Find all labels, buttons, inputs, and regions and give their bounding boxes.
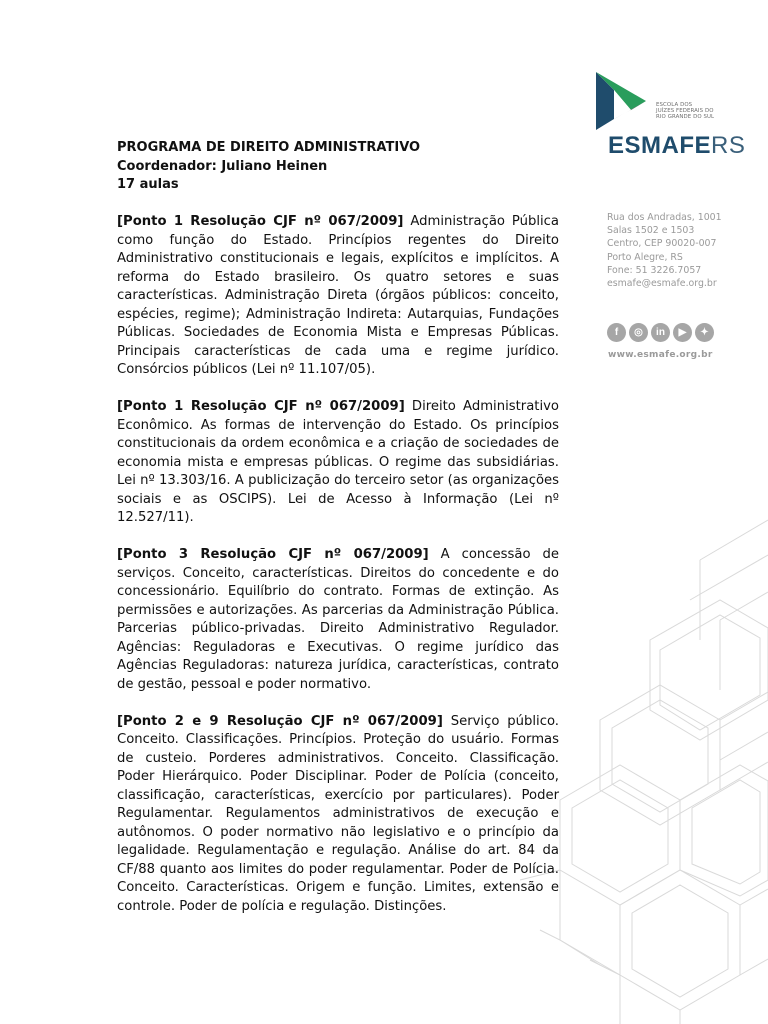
youtube-icon[interactable]: ▶ <box>673 323 692 342</box>
syllabus-item <box>117 398 559 528</box>
phone-line: Fone: 51 3226.7057 <box>607 264 702 276</box>
linkedin-icon[interactable]: in <box>651 323 670 342</box>
item-text: A concessão de serviços. Conceito, características. Direitos do concedente e do concessionário. Equilíbrio do contrato. Formas de extinção. As permissões e autorizações. As parcerias da Administração Pública. Parcerias público-privadas. Direito Administrativo Regulador. Agências: Reguladoras e Executivas. O regime jurídico das Agências Reguladoras: natureza jurídica, características, contrato de gestão, pessoal e poder normativo. <box>117 547 559 692</box>
facebook-icon[interactable]: f <box>607 323 626 342</box>
logo-school-name: ESCOLA DOS JUÍZES FEDERAIS DO RIO GRANDE DO SUL <box>656 102 715 120</box>
item-text: Direito Administrativo Econômico. As formas de intervenção do Estado. Os princípios constitucionais da ordem econômica e a criação de sociedades de economia mista e empresas públicas. O regime das subsidiárias. Lei nº 13.303/16. A publicização do terceiro setor (as organizações sociais e as OSCIPS). Lei de Acesso à Informação (Lei nº 12.527/11). <box>117 399 559 525</box>
email-line[interactable]: esmafe@esmafe.org.br <box>607 278 717 290</box>
address-line: Centro, CEP 90020-007 <box>607 238 717 250</box>
coordinator-line: Coordenador: Juliano Heinen <box>117 158 328 174</box>
item-label: [Ponto 2 e 9 Resolução CJF nº 067/2009] <box>117 713 443 729</box>
address-line: Porto Alegre, RS <box>607 251 683 263</box>
logo-triangle-icon <box>596 72 652 130</box>
contact-address <box>607 211 747 290</box>
social-icons <box>607 323 714 342</box>
item-label: [Ponto 3 Resolução CJF nº 067/2009] <box>117 547 429 562</box>
esmafe-logo <box>596 72 746 162</box>
address-line: Salas 1502 e 1503 <box>607 225 695 237</box>
item-text: Serviço público. Conceito. Classificações. Princípios. Proteção do usuário. Formas de custeio. Porderes administrativos. Conceito. Classificação. Poder Hierárquico. Poder Disciplinar. Poder de Polícia (conceito, classificação, características, exercício por particulares). Poder Regulamentar. Regulamentos administrativos de execução e autônomos. O poder normativo não legislativo e o princípio da legalidade. Regulamentação e regulação. Análise do art. 84 da CF/88 quanto aos limites do poder regulamentar. Poder de Polícia. Conceito. Características. Origem e função. Limites, extensão e controle. Poder de polícia e regulação. Distinções. <box>117 713 559 914</box>
logo-wordmark: ESMAFERS <box>608 132 746 159</box>
document-body <box>117 139 559 916</box>
item-label: [Ponto 1 Resolução CJF nº 067/2009] <box>117 214 404 229</box>
twitter-icon[interactable]: ✦ <box>695 323 714 342</box>
syllabus-item <box>117 213 559 380</box>
instagram-icon[interactable]: ◎ <box>629 323 648 342</box>
website-link[interactable]: www.esmafe.org.br <box>608 350 713 360</box>
classes-count: 17 aulas <box>117 177 179 192</box>
syllabus-item <box>117 713 559 917</box>
address-line: Rua dos Andradas, 1001 <box>607 212 722 223</box>
item-label: [Ponto 1 Resolução CJF nº 067/2009] <box>117 399 405 414</box>
program-title: PROGRAMA DE DIREITO ADMINISTRATIVO <box>117 140 421 155</box>
item-text: Administração Pública como função do Estado. Princípios regentes do Direito Administrativo constitucionais e legais, explícitos e implícitos. A reforma do Estado brasileiro. Os quatro setores e suas características. Administração Direta (órgãos públicos: conceito, espécies, regime); Administração Indireta: Autarquias, Fundações Públicas. Sociedades de Economia Mista e Empresas Públicas. Principais características de cada uma e regime jurídico. Consórcios públicos (Lei nº 11.107/05). <box>117 214 559 377</box>
syllabus-item <box>117 546 559 694</box>
